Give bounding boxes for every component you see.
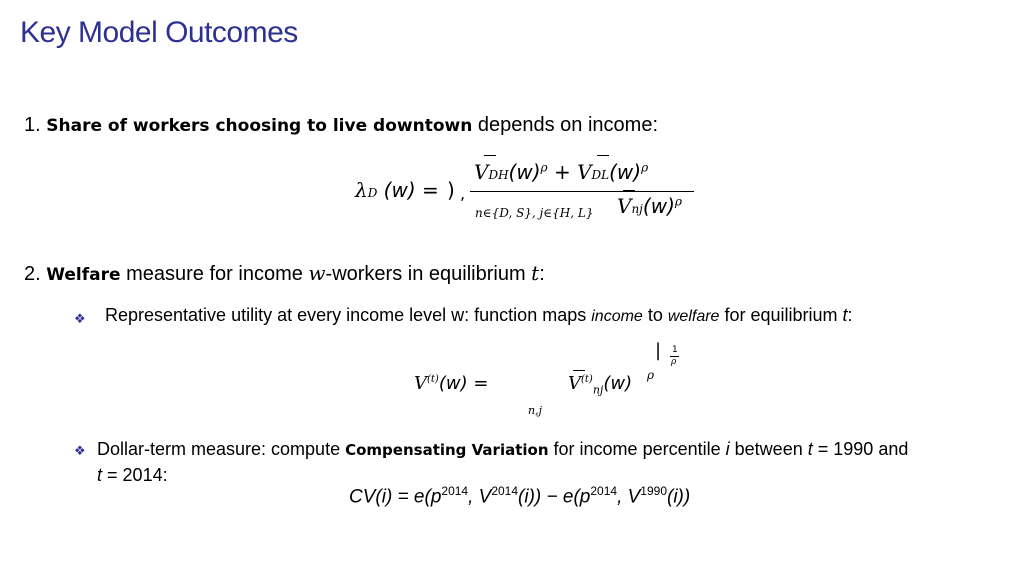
eq2-outer-bar: |: [655, 340, 662, 361]
item-2-t: t: [531, 261, 540, 285]
bullet-2-t2: t: [97, 465, 103, 485]
bullet-2-text: Dollar-term measure: compute: [97, 439, 341, 459]
eq2-lhs: $V^{(t)}(w)$ =: [414, 373, 489, 394]
item-2: [24, 261, 545, 286]
item-2-text: measure for income: [126, 263, 303, 285]
eq1-overline-1: [484, 155, 496, 156]
item-1: [24, 114, 658, 137]
bullet-1-welfare: welfare: [667, 308, 720, 325]
item-1-text: depends on income:: [477, 114, 659, 136]
bullet-2-text-2: for income percentile: [553, 439, 721, 459]
item-2-number: 2.: [24, 263, 41, 285]
bullet-2-text-3: between: [734, 439, 803, 459]
bullet-2-i: i: [725, 439, 730, 459]
eq2-exp-numerator: 1: [672, 345, 678, 355]
eq1-numerator: $VDH(w)^\rho + VDL(w)^\rho$: [474, 160, 649, 184]
bullet-2-text-5: = 2014:: [107, 465, 168, 485]
item-1-number: 1.: [24, 114, 41, 136]
bullet-1-text-2: for equilibrium: [724, 305, 838, 325]
bullet-1-to: to: [647, 305, 663, 325]
item-2-text-2: -workers in equilibrium: [325, 263, 526, 285]
bullet-1-t: t: [842, 305, 848, 325]
item-2-bold: Welfare: [46, 265, 121, 285]
bullet-diamond-icon: ❖: [74, 443, 86, 458]
bullet-2-t1: t: [807, 439, 813, 459]
eq2-index: n,j: [528, 404, 542, 417]
item-2-colon: :: [539, 263, 545, 285]
eq2-rho: ρ: [647, 368, 655, 382]
eq1-comma: ,: [460, 184, 466, 203]
bullet-1: [105, 305, 853, 326]
page-title: Key Model Outcomes: [20, 16, 298, 49]
eq1-overline-3: [623, 190, 635, 191]
eq1-denominator-index: n∈{D, S}, j∈{H, L}: [475, 206, 594, 220]
eq2-exp-denominator: ρ: [671, 357, 677, 367]
equation-3: $CV(i) = e(p^{2014}$, $V^{2014}(i)) - e(p^{2014}$, $V^{1990}(i)$): [349, 484, 691, 508]
bullet-1-income: income: [591, 308, 643, 325]
item-2-w: w: [308, 261, 326, 285]
eq1-fraction-line: [470, 191, 694, 192]
eq1-paren: ): [447, 178, 455, 202]
bullet-diamond-icon: ❖: [74, 311, 86, 326]
item-1-bold: Share of workers choosing to live downtown: [46, 116, 473, 136]
eq1-overline-2: [597, 155, 609, 156]
bullet-1-colon: :: [847, 305, 853, 325]
eq1-denominator: $Vnj(w)^\rho$: [617, 194, 682, 218]
bullet-1-text: Representative utility at every income level w: function maps: [105, 305, 587, 325]
eq1-lhs: λD (w) =: [355, 178, 439, 202]
bullet-2-bold: Compensating Variation: [345, 441, 549, 459]
bullet-2: [97, 437, 908, 488]
eq2-rhs: $V^{(t)}_{nj}(w)$: [568, 373, 633, 397]
eq2-overline: [573, 370, 585, 371]
bullet-2-text-4: = 1990 and: [817, 439, 909, 459]
